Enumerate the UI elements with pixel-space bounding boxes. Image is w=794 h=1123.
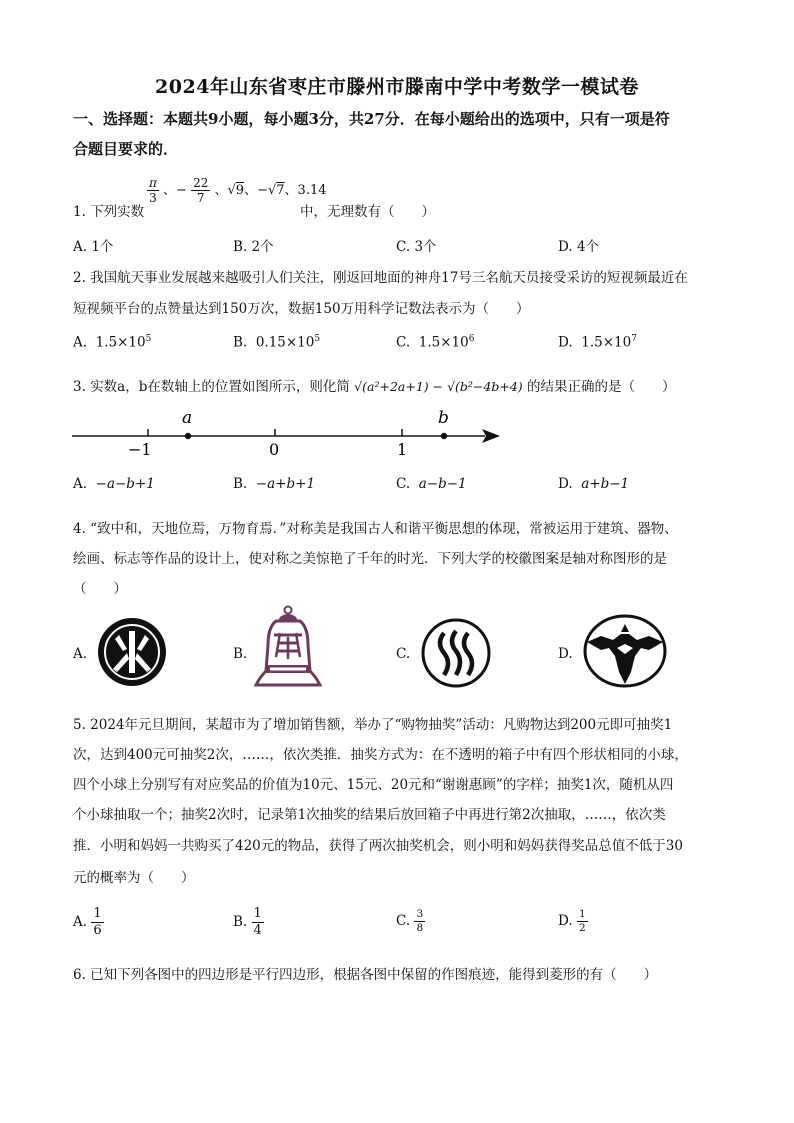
- denominator: 8: [416, 922, 424, 934]
- point-b: [441, 433, 447, 439]
- q1-number: 1.: [73, 204, 86, 220]
- option-fraction: [577, 908, 588, 935]
- q1-expr-22-over-7: $\frac{22}{7}$: [193, 176, 209, 205]
- option-exponent: 5: [314, 334, 321, 344]
- q3-expression: √(a²+2a+1) − √(b²−4b+4): [354, 379, 523, 394]
- option-exponent: 6: [468, 334, 475, 344]
- emblem-b-bell-icon[interactable]: [252, 605, 324, 690]
- point-a-label: a: [182, 408, 193, 428]
- option-fraction: [91, 906, 103, 939]
- q5-line-4: 个小球抽取一个；抽奖2次时，记录第1次抽奖的结果后放回箱子中再进行第2次抽取，……，依次类: [73, 807, 666, 823]
- option-label: A.: [73, 334, 88, 351]
- option-exponent: 7: [631, 334, 637, 344]
- q3-option-a[interactable]: [73, 476, 155, 492]
- q5-option-c[interactable]: [396, 908, 425, 935]
- option-label: C.: [396, 334, 411, 351]
- q5-option-a[interactable]: [73, 906, 104, 939]
- option-base: 1.5×10: [95, 334, 146, 351]
- option-label: D.: [558, 476, 573, 492]
- option-label: D.: [558, 334, 573, 351]
- q1-suffix: 中，无理数有（ ）: [300, 204, 435, 220]
- q4-option-a-label[interactable]: A.: [73, 646, 88, 662]
- q2-option-d[interactable]: [558, 334, 637, 351]
- point-a: [185, 433, 191, 439]
- option-text: 3个: [414, 239, 437, 255]
- option-text: −a−b+1: [95, 476, 155, 492]
- denominator: 6: [93, 923, 102, 938]
- q5-line-6: 元的概率为（ ）: [73, 870, 195, 886]
- page-title: 2024年山东省枣庄市滕州市滕南中学中考数学一模试卷: [155, 76, 639, 98]
- q5-line-1: 5. 2024年元旦期间，某超市为了增加销售额，举办了“购物抽奖”活动：凡购物达到200元即可抽奖1: [73, 717, 673, 733]
- emblem-c-waves-icon[interactable]: [420, 617, 492, 689]
- option-text: 1个: [91, 239, 114, 255]
- tick-label-minus-1: −1: [128, 440, 152, 459]
- emblem-d-eagle-icon[interactable]: [583, 614, 667, 688]
- option-text: −a+b+1: [255, 476, 316, 492]
- option-exponent: 5: [145, 334, 152, 344]
- q5-option-d[interactable]: [558, 908, 588, 935]
- option-label: D.: [558, 913, 573, 929]
- q1-option-a[interactable]: [73, 235, 113, 255]
- q2-option-b[interactable]: [233, 334, 320, 351]
- emblem-a-icon[interactable]: [97, 617, 167, 687]
- option-fraction: [414, 908, 425, 935]
- option-label: B.: [233, 476, 248, 492]
- point-b-label: b: [438, 408, 449, 428]
- q1-option-c[interactable]: [396, 235, 437, 255]
- q5-line-5: 推．小明和妈妈一共购买了420元的物品，获得了两次抽奖机会，则小明和妈妈获得奖品总值不低于30: [73, 838, 683, 854]
- option-label: C.: [396, 913, 411, 929]
- option-label: D.: [558, 239, 573, 255]
- section-heading-line2: 合题目要求的．: [73, 140, 179, 158]
- numerator: 3: [416, 908, 424, 920]
- q5-line-3: 四个小球上分别写有对应奖品的价值为10元、15元、20元和“谢谢惠顾”的字样；抽奖1次，随机从四: [73, 777, 674, 793]
- q3-suffix: 的结果正确的是（ ）: [526, 379, 676, 395]
- option-fraction: [252, 906, 264, 939]
- denominator: 2: [578, 922, 586, 934]
- q4-option-b-label[interactable]: B.: [233, 646, 248, 662]
- q3-prefix: 3. 实数a，b在数轴上的位置如图所示，则化简: [73, 379, 350, 395]
- option-base: 0.15×10: [255, 334, 315, 351]
- numerator: 1: [253, 906, 262, 921]
- option-label: B.: [233, 334, 248, 351]
- option-label: A.: [73, 476, 88, 492]
- tick-label-1: 1: [397, 440, 408, 459]
- q1-expr-pi-over-3: $\frac{\pi}{3}$: [149, 176, 157, 205]
- section-heading-line1: 一、选择题：本题共9小题，每小题3分，共27分．在每小题给出的选项中，只有一项是符: [73, 110, 670, 128]
- q4-option-c-label[interactable]: C.: [396, 646, 411, 662]
- option-text: 4个: [576, 239, 600, 255]
- q4-stem-line1: 4. “致中和，天地位焉，万物育焉．”对称美是我国古人和谐平衡思想的体现，常被运用于建筑、器物、: [73, 521, 678, 537]
- q2-option-a[interactable]: [73, 334, 151, 351]
- option-base: 1.5×10: [581, 334, 632, 351]
- option-label: A.: [73, 914, 88, 930]
- q1-expression: $\frac{\pi}{3}$ 、− $\frac{22}{7}$ 、√9、−√7、3.14: [149, 176, 327, 205]
- option-label: B.: [233, 914, 248, 930]
- option-label: A.: [73, 239, 88, 255]
- option-label: C.: [396, 476, 411, 492]
- numerator: 1: [93, 906, 102, 921]
- option-base: 1.5×10: [418, 334, 469, 351]
- numerator: 1: [578, 908, 586, 920]
- q1-prefix: 下列实数: [90, 204, 145, 220]
- option-label: C.: [396, 239, 411, 255]
- q2-stem-line2: 短视频平台的点赞量达到150万次，数据150万用科学记数法表示为（ ）: [73, 301, 530, 317]
- q4-stem-line3: （ ）: [73, 581, 127, 597]
- q5-option-b[interactable]: [233, 906, 264, 939]
- q5-line-2: 次，达到400元可抽奖2次，……，依次类推．抽奖方式为：在不透明的箱子中有四个形状相同的小球，: [73, 747, 688, 763]
- option-text: 2个: [251, 239, 274, 255]
- q3-option-c[interactable]: [396, 476, 467, 492]
- q1-stem: [73, 200, 144, 220]
- q4-stem-line2: 绘画、标志等作品的设计上，使对称之美惊艳了千年的时光．下列大学的校徽图案是轴对称图形的是: [73, 551, 667, 567]
- q1-option-b[interactable]: [233, 235, 274, 255]
- q3-stem: [73, 375, 675, 395]
- denominator: 4: [253, 923, 262, 938]
- q2-stem-line1: 2. 我国航天事业发展越来越吸引人们关注，刚返回地面的神舟17号三名航天员接受采访的短视频最近在: [73, 270, 688, 286]
- option-text: a−b−1: [418, 476, 467, 492]
- q3-number-line: [70, 405, 510, 460]
- q1-option-d[interactable]: [558, 235, 599, 255]
- q3-option-b[interactable]: [233, 476, 315, 492]
- option-label: B.: [233, 239, 248, 255]
- option-text: a+b−1: [581, 476, 630, 492]
- q6-stem: 6. 已知下列各图中的四边形是平行四边形，根据各图中保留的作图痕迹，能得到菱形的有（ ）: [73, 967, 658, 983]
- tick-label-0: 0: [269, 440, 280, 459]
- q3-option-d[interactable]: [558, 476, 629, 492]
- q2-option-c[interactable]: [396, 334, 474, 351]
- q4-option-d-label[interactable]: D.: [558, 646, 573, 662]
